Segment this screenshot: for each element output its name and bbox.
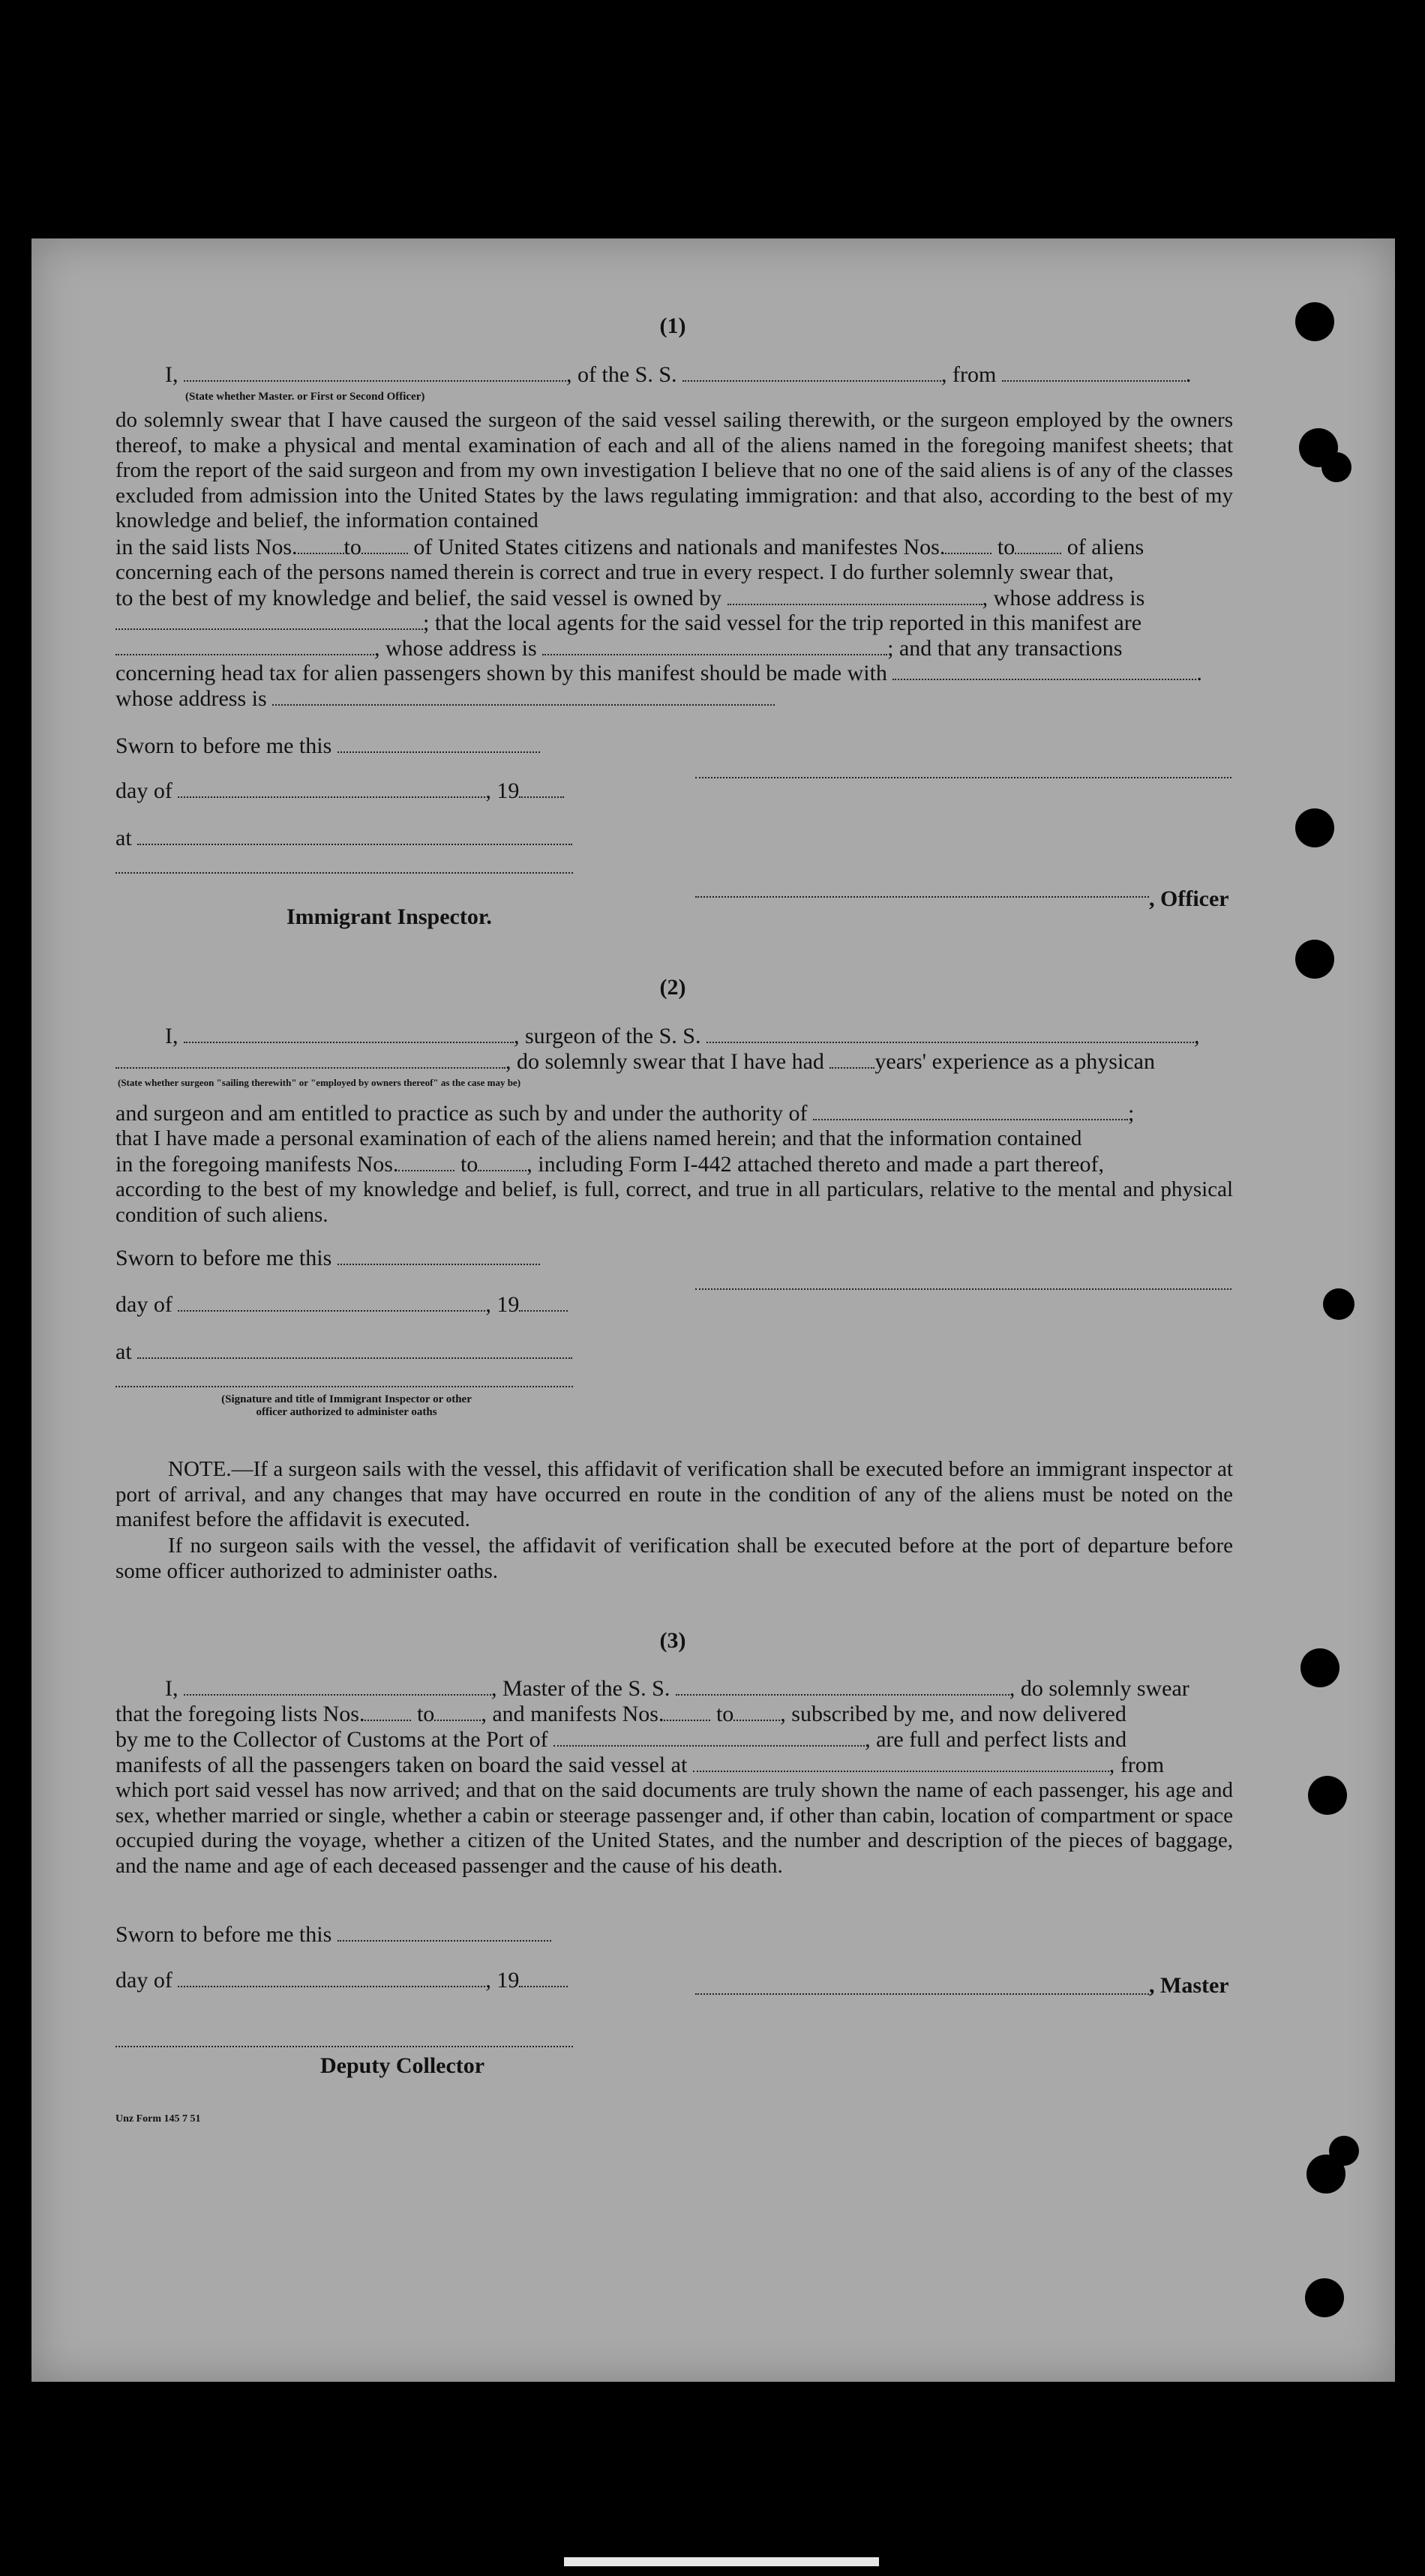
- s3-text: , 19: [485, 1968, 520, 1993]
- place-field[interactable]: [137, 1341, 572, 1359]
- form-number: Unz Form 145 7 51: [116, 2113, 201, 2125]
- punch-hole: [1322, 452, 1352, 482]
- master-label: , Master: [1149, 1973, 1229, 1998]
- s3-sworn-line: [116, 1922, 551, 1948]
- section-2-number: (2): [659, 975, 686, 1000]
- s3-text: , and manifests Nos.: [481, 1702, 664, 1726]
- officer-signature-line[interactable]: [695, 896, 1149, 898]
- headtax-field[interactable]: [892, 662, 1196, 680]
- list-no-field[interactable]: [298, 536, 344, 554]
- s2-text: , including Form I-442 attached thereto and made a part thereof,: [526, 1152, 1104, 1177]
- s1-text: to the best of my knowledge and belief, the said vessel is owned by: [116, 586, 722, 610]
- s2-examination-text: that I have made a personal examination of each of the aliens named herein; and that the information contained: [116, 1126, 1082, 1150]
- deputy-collector-label: Deputy Collector: [320, 2053, 485, 2078]
- s1-master-line: [165, 362, 1191, 388]
- inspector-signature-line[interactable]: [116, 1386, 573, 1387]
- s1-text: day of: [116, 778, 172, 803]
- year-field[interactable]: [519, 1294, 568, 1312]
- month-field[interactable]: [178, 1969, 485, 1987]
- s1-text: , from: [941, 362, 997, 387]
- punch-hole: [1295, 808, 1334, 847]
- s1-text: of United States citizens and nationals and manifestes Nos.: [413, 535, 946, 559]
- s1-text: whose address is: [116, 686, 267, 711]
- s1-text: of aliens: [1066, 535, 1144, 559]
- s2-text: ;: [1128, 1101, 1135, 1126]
- punch-hole: [1329, 2136, 1359, 2166]
- s2-surgeon-line: [165, 1024, 1199, 1049]
- manifest-no-field[interactable]: [945, 536, 992, 554]
- s1-text: Sworn to before me this: [116, 733, 332, 758]
- surgeon-name-field[interactable]: [184, 1025, 514, 1043]
- s3-text: Sworn to before me this: [116, 1922, 332, 1947]
- s1-text: I,: [165, 362, 178, 387]
- manifest-no-field[interactable]: [398, 1153, 454, 1171]
- sworn-date-field[interactable]: [338, 1247, 540, 1265]
- s2-text: at: [116, 1339, 132, 1364]
- s1-text: , of the S. S.: [566, 362, 677, 387]
- s2-text: in the foregoing manifests Nos.: [116, 1152, 399, 1177]
- surgeon-signature-line[interactable]: [695, 1288, 1232, 1290]
- vessel-field[interactable]: [682, 364, 941, 382]
- surgeon-note: (State whether surgeon "sailing therewith" or "employed by owners thereof" as the case may be): [118, 1077, 521, 1088]
- s1-text: ; and that any transactions: [887, 636, 1123, 661]
- s3-master-line: [165, 1676, 1190, 1702]
- month-field[interactable]: [178, 780, 485, 798]
- s1-text: in the said lists Nos.: [116, 535, 298, 559]
- s1-text: at: [116, 826, 132, 850]
- years-field[interactable]: [830, 1051, 874, 1069]
- port-field[interactable]: [1002, 364, 1186, 382]
- s2-text: ,: [1193, 1024, 1200, 1048]
- s3-vessel-field[interactable]: [676, 1678, 1010, 1696]
- collector-signature-line[interactable]: [116, 2046, 573, 2047]
- s1-sworn-line: [116, 733, 540, 759]
- s3-text: , Master of the S. S.: [491, 1676, 670, 1701]
- s1-at-line: [116, 826, 572, 851]
- punch-hole: [1300, 1648, 1340, 1687]
- note-paragraph-2: If no surgeon sails with the vessel, the affidavit of verification shall be executed before at the port of departure before some officer authorized to administer oaths.: [116, 1534, 1233, 1583]
- year-field[interactable]: [519, 780, 564, 798]
- officer-note: (State whether Master. or First or Second Officer): [185, 391, 425, 403]
- s3-text: to: [416, 1702, 435, 1726]
- s3-text: that the foregoing lists Nos.: [116, 1702, 365, 1726]
- s1-text: , 19: [485, 778, 520, 803]
- signature-note-line: (Signature and title of Immigrant Inspector or other: [221, 1393, 472, 1405]
- inspector-signature-line[interactable]: [116, 872, 573, 874]
- section-3-number: (3): [659, 1628, 686, 1653]
- s3-text: , from: [1108, 1753, 1165, 1777]
- s2-at-line: [116, 1339, 572, 1365]
- s2-text: , do solemnly swear that I have had: [506, 1049, 824, 1074]
- s3-paragraph: which port said vessel has now arrived; and that on the said documents are truly shown the name of each passenger, his age and sex, whether married or single, whether a cabin or steerage passenger and, if other than cabin, location of compartment or space occupied during the voyage, whether a citizen of the United States, and the number and description of the pieces of baggage, and the name and age of each deceased passenger and the cause of his death.: [116, 1778, 1233, 1878]
- sworn-date-field[interactable]: [338, 1924, 551, 1942]
- s3-text: to: [716, 1702, 734, 1726]
- agent-address-field[interactable]: [542, 637, 887, 655]
- owner-address-field[interactable]: [116, 612, 423, 630]
- agents-field[interactable]: [116, 637, 374, 655]
- s3-text: , do solemnly swear: [1009, 1676, 1190, 1701]
- s1-headtax-line: [116, 661, 1202, 686]
- s2-text: and surgeon and am entitled to practice as such by and under the authority of: [116, 1101, 808, 1126]
- place-field[interactable]: [137, 827, 572, 845]
- s3-text: day of: [116, 1968, 172, 1993]
- s2-text: day of: [116, 1292, 172, 1317]
- s1-text: to: [997, 535, 1016, 559]
- s2-text: I,: [165, 1024, 178, 1048]
- port-field[interactable]: [554, 1729, 865, 1747]
- authority-field[interactable]: [813, 1102, 1128, 1120]
- s1-text: to: [344, 535, 362, 559]
- s3-lists-line: [116, 1702, 1126, 1727]
- s1-owner-line: [116, 586, 1144, 611]
- s1-signature-blank[interactable]: [695, 777, 1232, 778]
- sworn-date-field[interactable]: [338, 735, 540, 753]
- manifest-no-field[interactable]: [478, 1153, 526, 1171]
- s1-text: ; that the local agents for the said vessel for the trip reported in this manifest are: [423, 610, 1142, 635]
- manifest-no-field[interactable]: [1015, 536, 1061, 554]
- s3-embark-line: [116, 1753, 1164, 1778]
- s3-port-line: [116, 1727, 1126, 1753]
- signature-note-line: officer authorized to administer oaths: [256, 1406, 437, 1418]
- master-name-field[interactable]: [184, 1678, 491, 1696]
- officer-label: , Officer: [1149, 886, 1229, 911]
- s1-text: .: [1196, 661, 1202, 685]
- s2-text: , surgeon of the S. S.: [514, 1024, 701, 1048]
- scan-strip: [564, 2557, 879, 2566]
- year-field[interactable]: [519, 1969, 568, 1987]
- manifest-no-field[interactable]: [664, 1703, 710, 1721]
- s2-text: to: [460, 1152, 478, 1177]
- owner-field[interactable]: [728, 587, 982, 605]
- surgeon-status-field[interactable]: [116, 1051, 506, 1069]
- s1-day-line: [116, 778, 564, 804]
- s2-text: Sworn to before me this: [116, 1246, 332, 1270]
- s3-day-line: [116, 1968, 568, 1993]
- s2-experience-line: [116, 1049, 1155, 1075]
- s2-authority-line: [116, 1101, 1134, 1126]
- signature-title-note: [144, 1393, 549, 1419]
- punch-hole: [1323, 1288, 1354, 1320]
- punch-hole: [1295, 940, 1334, 979]
- punch-hole: [1305, 2278, 1344, 2317]
- list-no-field[interactable]: [362, 536, 408, 554]
- manifest-no-field[interactable]: [734, 1703, 780, 1721]
- s2-vessel-field[interactable]: [706, 1025, 1194, 1043]
- s1-address-line: [116, 686, 775, 712]
- section-1-number: (1): [659, 313, 686, 338]
- s1-text: , whose address is: [374, 636, 537, 661]
- punch-hole: [1308, 1776, 1347, 1815]
- headtax-address-field[interactable]: [272, 688, 775, 706]
- list-no-field[interactable]: [364, 1703, 411, 1721]
- embark-port-field[interactable]: [693, 1754, 1109, 1772]
- s1-paragraph-a: do solemnly swear that I have caused the surgeon of the said vessel sailing therewith, or the surgeon employed by the owners thereof, to make a physical and mental examination of each and all of the aliens named in the foregoing manifest sheets; that from the report of the said surgeon and from my own investigation I believe that no one of the said aliens is of any of the classes excluded from admission into the United States by the laws regulating immigration: and that also, according to the best of my knowledge and belief, the information contained: [116, 408, 1233, 532]
- s2-manifests-line: [116, 1152, 1104, 1177]
- form-page: [32, 238, 1395, 2382]
- s1-text: .: [1185, 362, 1192, 387]
- s2-day-line: [116, 1292, 568, 1318]
- month-field[interactable]: [178, 1294, 485, 1312]
- s2-text: years' experience as a physican: [874, 1049, 1155, 1074]
- s3-text: by me to the Collector of Customs at the Port of: [116, 1727, 548, 1752]
- note-paragraph: NOTE.—If a surgeon sails with the vessel, this affidavit of verification shall be executed before an immigrant inspector at port of arrival, and any changes that may have occurred en route in the condition of any of the aliens must be noted on the manifest before the affidavit is executed.: [116, 1457, 1233, 1531]
- s3-text: , subscribed by me, and now delivered: [780, 1702, 1126, 1726]
- s1-text: , whose address is: [982, 586, 1145, 610]
- s1-agents-line: [116, 610, 1142, 636]
- s3-text: manifests of all the passengers taken on board the said vessel at: [116, 1753, 688, 1777]
- s1-lists-line: [116, 535, 1144, 560]
- immigrant-inspector-label: Immigrant Inspector.: [286, 904, 492, 929]
- s1-text: concerning head tax for alien passengers shown by this manifest should be made with: [116, 661, 887, 685]
- s3-text: I,: [165, 1676, 178, 1701]
- name-field[interactable]: [184, 364, 566, 382]
- s2-text: , 19: [485, 1292, 520, 1317]
- s2-condition-text: according to the best of my knowledge and belief, is full, correct, and true in all particulars, relative to the mental and physical condition of such aliens.: [116, 1177, 1233, 1227]
- s1-paragraph-b: concerning each of the persons named therein is correct and true in every respect. I do further solemnly swear that,: [116, 560, 1114, 584]
- list-no-field[interactable]: [434, 1703, 481, 1721]
- s1-agent-address-line: [116, 636, 1122, 661]
- s2-sworn-line: [116, 1246, 540, 1271]
- master-signature-line[interactable]: [695, 1993, 1149, 1995]
- s3-text: , are full and perfect lists and: [865, 1727, 1127, 1752]
